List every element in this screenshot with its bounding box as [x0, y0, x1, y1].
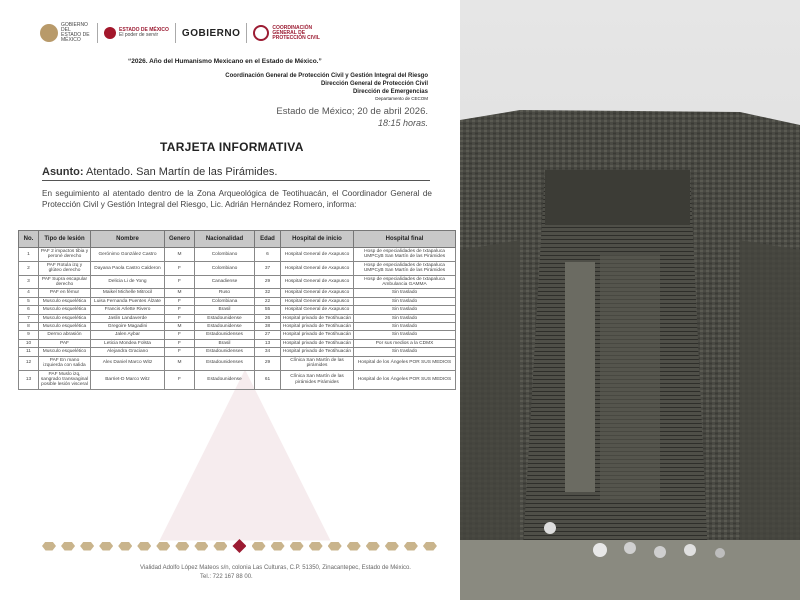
table-cell: 10 [19, 339, 39, 347]
logo-edomex-sub: El poder de servir [119, 32, 159, 38]
table-cell: 13 [19, 370, 39, 389]
table-cell: Brasil [195, 339, 255, 347]
table-cell: Sin traslado [354, 348, 456, 356]
table-cell: Jaslin Landaverde [91, 314, 165, 322]
table-cell: Musculo esquelética [39, 297, 91, 305]
table-cell: Luisa Fernanda Puentes Álzate [91, 297, 165, 305]
ornament-icon [271, 542, 285, 551]
ornament-icon [347, 542, 361, 551]
divider [246, 23, 247, 43]
state-seal-icon [40, 24, 58, 42]
subject-text: Atentado. San Martín de las Pirámides. [86, 166, 278, 178]
table-cell: Estadounidenses [195, 356, 255, 370]
table-cell: F [165, 297, 195, 305]
col-header: No. [19, 231, 39, 248]
pyramid-photo [460, 0, 800, 600]
ornament-icon [252, 542, 266, 551]
table-cell: Brasil [195, 306, 255, 314]
table-cell: 9 [19, 331, 39, 339]
table-cell: 26 [255, 314, 281, 322]
dept-line-4: Departamento de CECOM [375, 96, 428, 101]
logo-gobierno [181, 27, 241, 39]
table-cell: Hosp de especialidades de Ixtapaluca UMPCyB San Martín de las Pirámides [354, 261, 456, 275]
ornament-icon [137, 542, 151, 551]
ornament-icon [213, 542, 227, 551]
table-cell: Leticia Mondea Folsta [91, 339, 165, 347]
table-cell: F [165, 314, 195, 322]
table-cell: Hospital privado de Teotihuacán [281, 339, 354, 347]
table-cell: Musculo esquelética [39, 323, 91, 331]
table-cell: Musculo esquelética [39, 306, 91, 314]
table-cell: Hospital General de Axapusco [281, 289, 354, 297]
table-row [19, 323, 456, 331]
table-cell: 5 [19, 297, 39, 305]
ornament-icon [404, 542, 418, 551]
table-cell: 8 [19, 323, 39, 331]
logo-state-text: GOBIERNO DEL ESTADO DE MÉXICO [61, 22, 90, 43]
subject [42, 166, 277, 178]
ornament-icon [175, 542, 189, 551]
table-row [19, 248, 456, 262]
table-cell: 34 [255, 348, 281, 356]
ornament-icon [42, 542, 56, 551]
table-cell: Jalen Aybar [91, 331, 165, 339]
ornament-icon [118, 542, 132, 551]
table-cell: F [165, 275, 195, 289]
table-cell: PAF 2 impactos tibia y peroné derecho [39, 248, 91, 262]
table-cell: Sin traslado [354, 314, 456, 322]
table-body [19, 248, 456, 390]
table-row [19, 356, 456, 370]
table-cell: Por sus medios a la CDMX [354, 339, 456, 347]
logo-pc-text: COORDINACIÓN GENERAL DE PROTECCIÓN CIVIL [272, 24, 320, 41]
table-cell: Hospital privado de Teotihuacán [281, 323, 354, 331]
table-cell: Hospital privado de Teotihuacán [281, 331, 354, 339]
table-cell: M [165, 323, 195, 331]
ornament-icon [328, 542, 342, 551]
table-cell: 61 [255, 370, 281, 389]
pyramid-of-the-sun-image [460, 0, 800, 600]
table-cell: Hospital de los Ángeles POR SUS MEDIOS [354, 356, 456, 370]
table-cell: Clínica San Martín de las pirámides [281, 356, 354, 370]
table-cell: Maikel Michelle Mitrocil [91, 289, 165, 297]
table-cell: Hospital General de Axapusco [281, 306, 354, 314]
motto: “2026. Año del Humanismo Mexicano en el Estado de México.” [128, 58, 322, 65]
table-row [19, 339, 456, 347]
table-cell: 1 [19, 248, 39, 262]
table-row [19, 261, 456, 275]
table-cell: Colombiano [195, 248, 255, 262]
table-cell: Ruso [195, 289, 255, 297]
table-cell: 13 [255, 339, 281, 347]
ornament-band [42, 540, 437, 552]
time: 18:15 horas. [377, 118, 428, 128]
dept-line-1: Coordinación General de Protección Civil y Gestión Integral del Riesgo [225, 73, 428, 79]
table-cell: Gerónimo González Castro [91, 248, 165, 262]
table-cell: 4 [19, 289, 39, 297]
ornament-icon [61, 542, 75, 551]
col-header: Hospital final [354, 231, 456, 248]
table-cell: Hosp de especialidades de Ixtapaluca UMPCyB San Martín de las Pirámides [354, 248, 456, 262]
table-cell: M [165, 356, 195, 370]
table-cell: 22 [255, 297, 281, 305]
table-cell: Hospital privado de Teotihuacán [281, 348, 354, 356]
logo-edomex [104, 27, 169, 39]
logo-gobierno-text: GOBIERNO [181, 27, 241, 39]
table-cell: 32 [255, 289, 281, 297]
document-title: TARJETA INFORMATIVA [160, 140, 304, 154]
table-cell: F [165, 331, 195, 339]
logo-edomex-text: ESTADO DE MÉXICO [119, 27, 169, 33]
table-cell: F [165, 339, 195, 347]
table-cell: Musculo esquelético [39, 348, 91, 356]
table-cell: Sin traslado [354, 331, 456, 339]
subject-label: Asunto: [42, 166, 84, 178]
table-cell: M [165, 289, 195, 297]
table-cell: Estadounidense [195, 370, 255, 389]
table-cell: Francis Arlette Rivero [91, 306, 165, 314]
edomex-flower-icon [104, 27, 116, 39]
table-cell: F [165, 306, 195, 314]
table-cell: 29 [255, 356, 281, 370]
col-header: Genero [165, 231, 195, 248]
table-cell: PAF [39, 339, 91, 347]
table-cell: Clínica San Martín de las pirámides Pirámides [281, 370, 354, 389]
table-row [19, 275, 456, 289]
table-cell: F [165, 348, 195, 356]
table-cell: 55 [255, 306, 281, 314]
place-date: Estado de México; 20 de abril 2026. [276, 106, 428, 117]
intro-paragraph: En seguimiento al atentado dentro de la Zona Arqueológica de Teotihuacán, el Coordinador General de Protección Civil y Gestión Integral del Riesgo, Lic. Adrián Hernández Romero, informa: [42, 189, 432, 209]
ornament-icon [290, 542, 304, 551]
ornament-icon [194, 542, 208, 551]
table-header-row [19, 231, 456, 248]
table-cell: 7 [19, 314, 39, 322]
table-cell: Sin traslado [354, 297, 456, 305]
table-row [19, 370, 456, 389]
table-cell: PAF Supra escapular derecho [39, 275, 91, 289]
table-cell: Dermo abrasión [39, 331, 91, 339]
table-cell: 12 [19, 356, 39, 370]
table-cell: PAF Muslo izq, sangrado transvaginal posible lesión visceral [39, 370, 91, 389]
dept-line-3: Dirección de Emergencias [352, 89, 428, 95]
table-cell: M [165, 248, 195, 262]
table-cell: Gregoire Magadini [91, 323, 165, 331]
table-cell: Canadiense [195, 275, 255, 289]
logo-proteccion-civil [253, 25, 332, 41]
table-row [19, 297, 456, 305]
table-cell: Musculo esquelética [39, 314, 91, 322]
table-cell: PAF Rotula izq y glúteo derecho [39, 261, 91, 275]
col-header: Hospital de inicio [281, 231, 354, 248]
table-cell: Hosp de especialidades de Ixtapaluca Ambulancia GAMMA [354, 275, 456, 289]
table-cell: F [165, 370, 195, 389]
col-header: Tipo de lesión [39, 231, 91, 248]
divider [97, 23, 98, 43]
table-cell: Estadounidenses [195, 331, 255, 339]
table-cell: Estadounidenses [195, 348, 255, 356]
table-cell: 29 [255, 275, 281, 289]
table-cell: Hospital General de Axapusco [281, 248, 354, 262]
table-cell: Colombiana [195, 297, 255, 305]
table-row [19, 314, 456, 322]
logo-state-seal [40, 23, 91, 43]
ornament-icon [423, 542, 437, 551]
table-cell: Alejandra Graciano [91, 348, 165, 356]
footer-phone: Tel.: 722 167 88 00. [200, 574, 253, 580]
ornament-icon [99, 542, 113, 551]
table-cell: F [165, 261, 195, 275]
table-cell: Delicia Li de Yong [91, 275, 165, 289]
header-logos [40, 20, 340, 46]
table-cell: 37 [255, 261, 281, 275]
subject-underline [42, 180, 430, 181]
table-cell: 11 [19, 348, 39, 356]
ornament-icon [366, 542, 380, 551]
table-cell: Estadounidense [195, 323, 255, 331]
table-cell: Alex Daniel Marco Witz [91, 356, 165, 370]
table-cell: Dayana Paola Castro Calderon [91, 261, 165, 275]
table-cell: PAF en fémur [39, 289, 91, 297]
dept-line-2: Dirección General de Protección Civil [320, 81, 428, 87]
table-cell: Hospital de los Ángeles POR SUS MEDIOS [354, 370, 456, 389]
col-header: Nacionalidad [195, 231, 255, 248]
table-cell: Hospital General de Axapusco [281, 275, 354, 289]
ornament-icon [309, 542, 323, 551]
proteccion-civil-icon [253, 25, 269, 41]
table-row [19, 331, 456, 339]
table-row [19, 289, 456, 297]
table-cell: Hospital General de Axapusco [281, 261, 354, 275]
table-cell: 2 [19, 261, 39, 275]
table-cell: 27 [255, 331, 281, 339]
ornament-icon [80, 542, 94, 551]
victims-table [18, 230, 456, 390]
table-row [19, 306, 456, 314]
table-cell: 38 [255, 323, 281, 331]
ornament-icon [156, 542, 170, 551]
table-cell: 6 [255, 248, 281, 262]
col-header: Edad [255, 231, 281, 248]
table-cell: Colombiano [195, 261, 255, 275]
table-cell: Sin traslado [354, 306, 456, 314]
table-cell: 6 [19, 306, 39, 314]
divider [175, 23, 176, 43]
table-cell: Sin traslado [354, 323, 456, 331]
table-cell: Hospital privado de Teotihuacán [281, 314, 354, 322]
col-header: Nombre [91, 231, 165, 248]
table-cell: PAF En mano izquierda con salida [39, 356, 91, 370]
table-cell: Barriet-D Marco Witz [91, 370, 165, 389]
footer-address: Vialidad Adolfo López Mateos s/n, colonia Las Culturas, C.P. 51350, Zinacantepec, Estado de México. [140, 565, 411, 571]
ornament-icon [385, 542, 399, 551]
table-cell: Estadounidense [195, 314, 255, 322]
table-row [19, 348, 456, 356]
ornament-center-icon [232, 539, 246, 553]
table-cell: Sin traslado [354, 289, 456, 297]
table-cell: Hospital General de Axapusco [281, 297, 354, 305]
table-cell: 3 [19, 275, 39, 289]
